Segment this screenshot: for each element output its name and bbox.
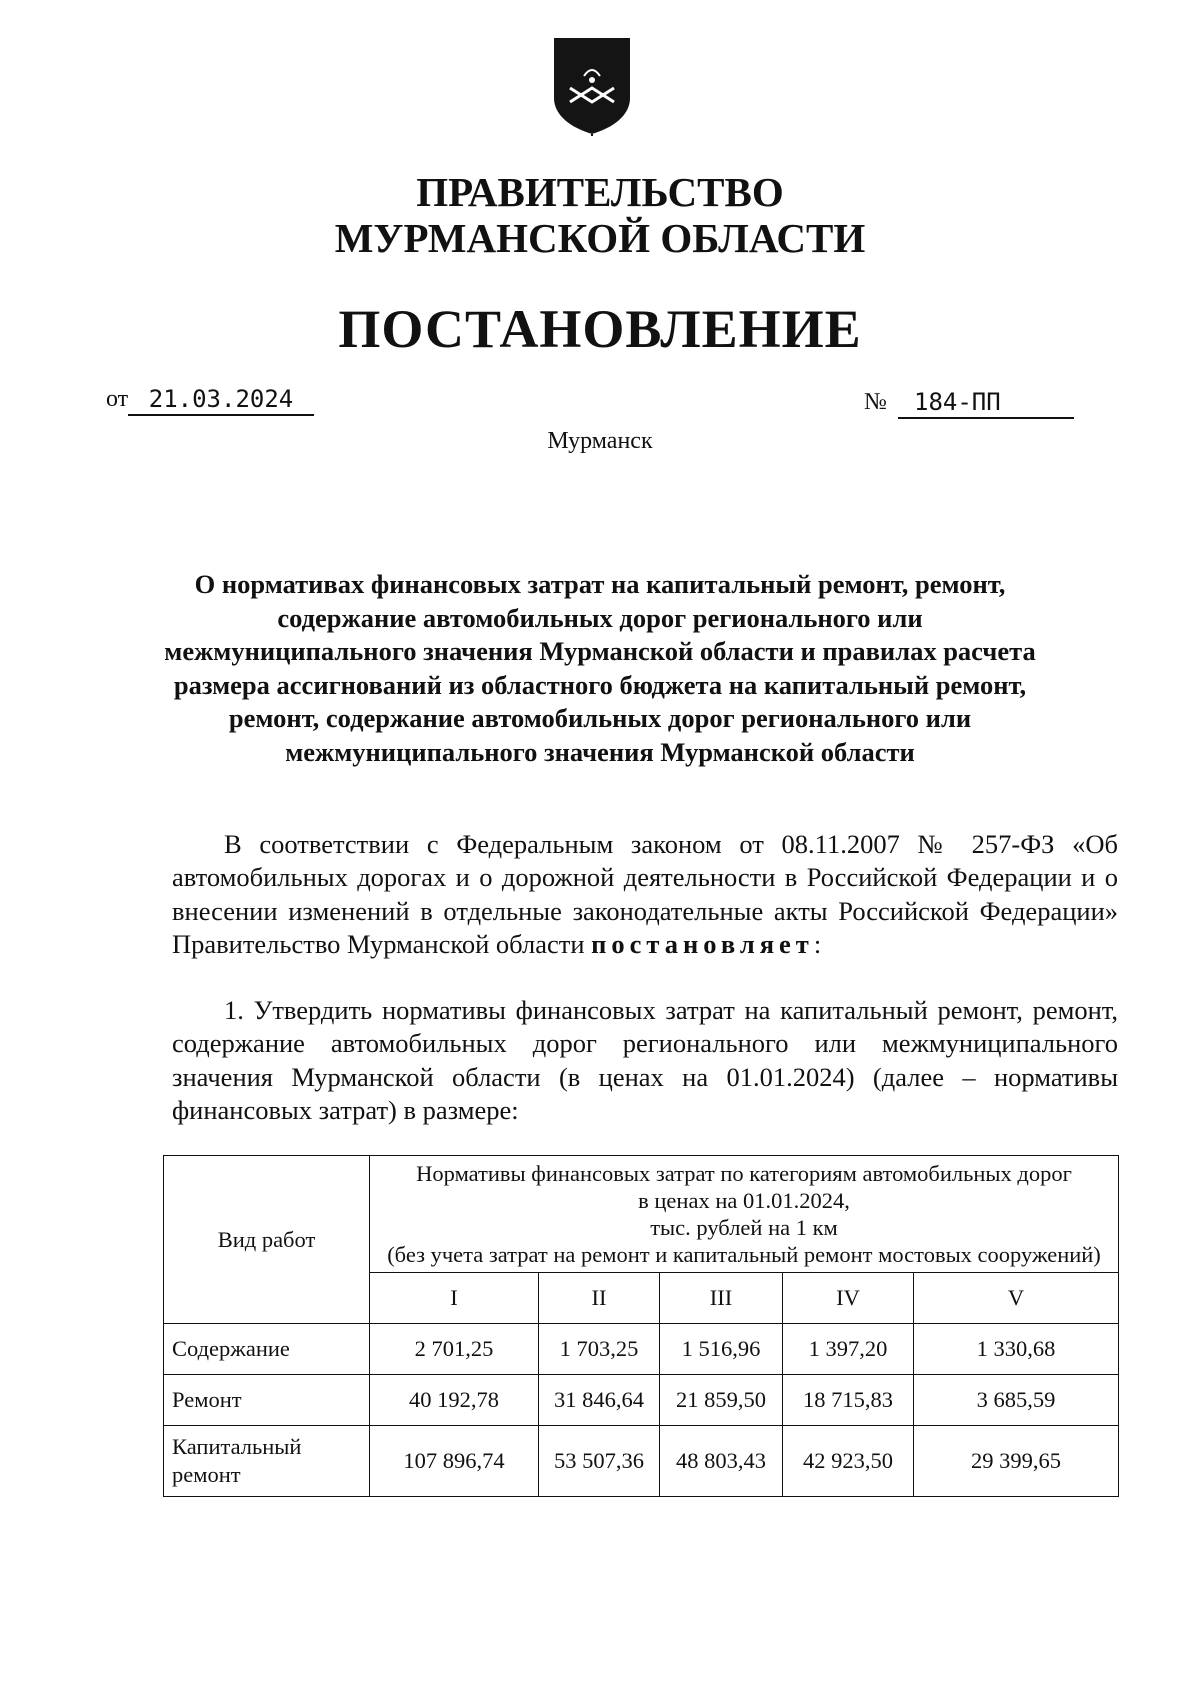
preamble-colon: : — [813, 928, 822, 959]
category-cell: III — [660, 1273, 783, 1324]
value-cell: 1 330,68 — [914, 1324, 1119, 1375]
value-cell: 48 803,43 — [660, 1426, 783, 1497]
row-label: Капитальный ремонт — [164, 1426, 370, 1497]
category-cell: IV — [783, 1273, 914, 1324]
value-cell: 107 896,74 — [370, 1426, 539, 1497]
value-cell: 31 846,64 — [539, 1375, 660, 1426]
decree-word: постановляет — [591, 928, 814, 959]
preamble-paragraph — [172, 828, 1118, 961]
category-cell: V — [914, 1273, 1119, 1324]
category-cell: I — [370, 1273, 539, 1324]
header-norms-line3: тыс. рублей на 1 км — [650, 1215, 838, 1240]
date-value: 21.03.2024 — [128, 384, 314, 416]
header-work-type: Вид работ — [164, 1156, 370, 1324]
value-cell: 3 685,59 — [914, 1375, 1119, 1426]
value-cell: 53 507,36 — [539, 1426, 660, 1497]
table-header-row — [164, 1156, 1119, 1273]
value-cell: 2 701,25 — [370, 1324, 539, 1375]
value-cell: 1 397,20 — [783, 1324, 914, 1375]
city: Мурманск — [547, 428, 653, 454]
government-title-line1: ПРАВИТЕЛЬСТВО — [416, 169, 784, 215]
value-cell: 21 859,50 — [660, 1375, 783, 1426]
value-cell: 1 516,96 — [660, 1324, 783, 1375]
header-norms-line4: (без учета затрат на ремонт и капитальный ремонт мостовых сооружений) — [387, 1242, 1101, 1267]
table-row — [164, 1426, 1119, 1497]
value-cell: 29 399,65 — [914, 1426, 1119, 1497]
item-1-paragraph: 1. Утвердить нормативы финансовых затрат на капитальный ремонт, ремонт, содержание автомобильных дорог регионального или межмуниципального значения Мурманской области (в ценах на 01.01.2024) (далее – нормативы финансовых затрат) в размере: — [172, 995, 1118, 1125]
header-norms-line1: Нормативы финансовых затрат по категориям автомобильных дорог — [416, 1161, 1072, 1186]
value-cell: 42 923,50 — [783, 1426, 914, 1497]
value-cell: 1 703,25 — [539, 1324, 660, 1375]
document-type: ПОСТАНОВЛЕНИЕ — [338, 299, 862, 359]
table-row — [164, 1324, 1119, 1375]
table-row — [164, 1375, 1119, 1426]
header-norms-line2: в ценах на 01.01.2024, — [638, 1188, 850, 1213]
row-label: Содержание — [164, 1324, 370, 1375]
government-title-line2: МУРМАНСКОЙ ОБЛАСТИ — [334, 215, 866, 261]
number-value: 184-ПП — [898, 387, 1074, 419]
row-label: Ремонт — [164, 1375, 370, 1426]
document-subject: О нормативах финансовых затрат на капитальный ремонт, ремонт, содержание автомобильных дорог регионального или межмуниципального значения Мурманской области и правилах расчета размера ассигнований из областного бюджета на капитальный ремонт, ремонт, содержание автомобильных дорог регионального или межмуниципального значения Мурманской области — [164, 569, 1036, 767]
coat-of-arms-icon — [550, 36, 634, 136]
preamble-text: В соответствии с Федеральным законом от 08.11.2007 № 257-ФЗ «Об автомобильных дорогах и о дорожной деятельности в Российской Федерации и о внесении изменений в отдельные законодательные акты Российской Федерации» Правительство Мурманской области — [172, 829, 1118, 959]
value-cell: 40 192,78 — [370, 1375, 539, 1426]
date-label: от — [106, 386, 129, 412]
category-cell: II — [539, 1273, 660, 1324]
number-label: № — [864, 389, 887, 415]
norms-table — [163, 1155, 1119, 1497]
value-cell: 18 715,83 — [783, 1375, 914, 1426]
header-norms — [370, 1156, 1119, 1273]
